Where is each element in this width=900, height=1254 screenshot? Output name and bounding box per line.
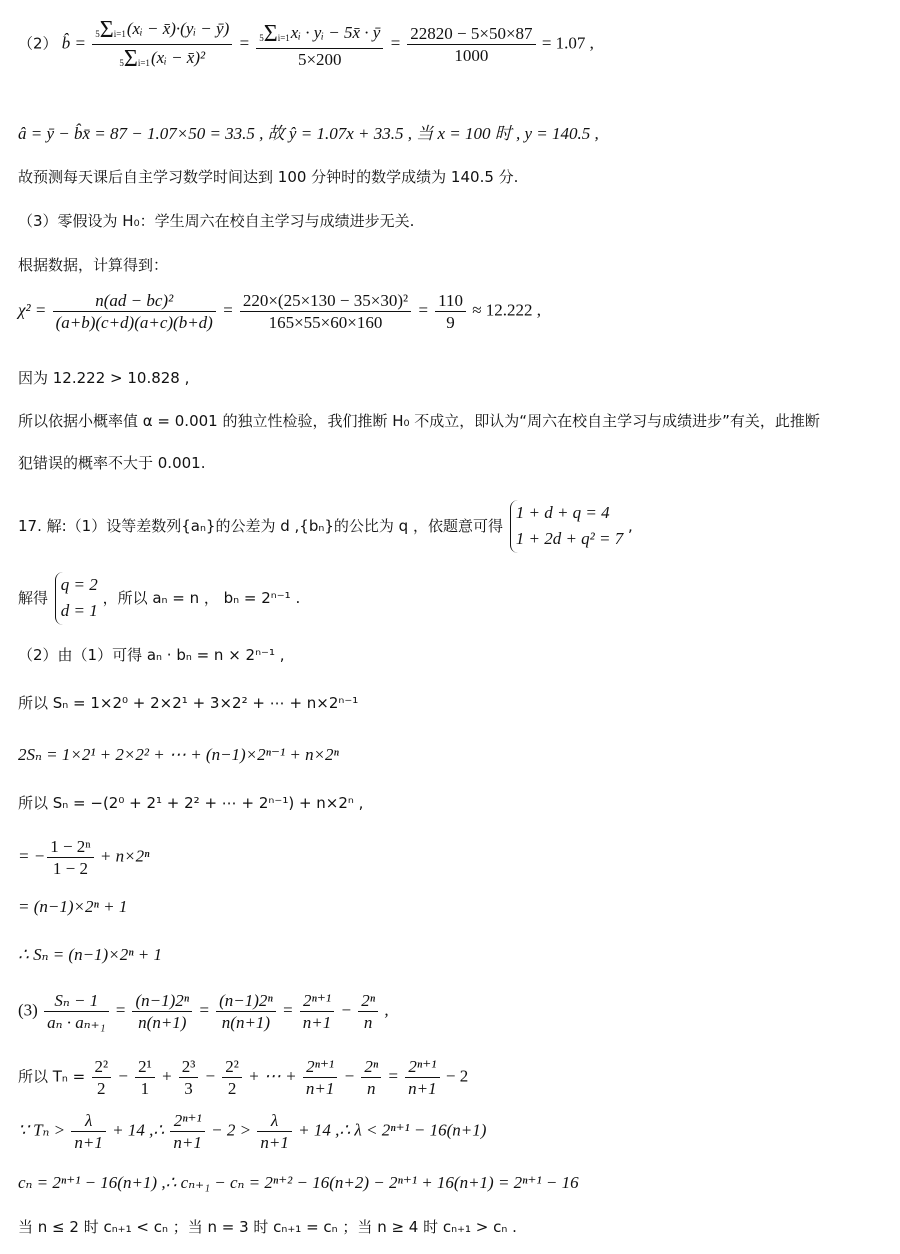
cn-line: cₙ = 2ⁿ⁺¹ − 16(n+1) ,∴ cₙ₊₁ − cₙ = 2ⁿ⁺² − 16(n+2) − 2ⁿ⁺¹ + 16(n+1) = 2ⁿ⁺¹ − 16 — [18, 1173, 579, 1192]
frac-2n: $\frac{\text{2ⁿ}}{n}$ — [358, 992, 378, 1031]
bhat-fraction-3: $\frac{22820 - 5\times 50\times 87}{1000}$ — [407, 25, 535, 64]
simplify-line: = (n−1)×2ⁿ + 1 — [18, 897, 128, 916]
geo-fraction: $\frac{\text{1 − 2ⁿ}}{1 - 2}$ — [47, 838, 93, 877]
calc-intro: 根据数据，计算得到： — [18, 256, 169, 274]
therefore-line: ∴ Sₙ = (n−1)×2ⁿ + 1 — [18, 945, 163, 964]
frac-expanded-1: $\frac{\text{(n−1)2ⁿ}}{n(n+1)}$ — [132, 992, 192, 1031]
tn-line: 所以 Tₙ = $\frac{\text{2²}}{2}$ − $\frac{\text{2¹}}{1}$ + $\frac{\text{2³}}{3}$ − $\frac{\text{2²}}{2}$ + ⋯ + $\frac{\text{2ⁿ⁺¹}}{n+1}$ − $\frac{\text{2ⁿ}}{n}$ = $\frac{\text{2ⁿ⁺¹}}{n+1}$ − 2 — [18, 1057, 469, 1098]
part-label: （2） — [18, 34, 58, 53]
sn-line: 所以 Sₙ = 1×2⁰ + 2×2¹ + 3×2² + ⋯ + n×2ⁿ⁻¹ — [18, 694, 359, 712]
conclusion-1: 所以依据小概率值 α = 0.001 的独立性检验，我们推断 H₀ 不成立，即认为“周六在校自主学习与成绩进步”有关，此推断 — [18, 412, 820, 430]
frac-expanded-2: $\frac{\text{(n−1)2ⁿ}}{n(n+1)}$ — [216, 992, 276, 1031]
sn-diff: 所以 Sₙ = −(2⁰ + 2¹ + 2² + ⋯ + 2ⁿ⁻¹) + n×2ⁿ , — [18, 794, 364, 812]
bhat-fraction-2: $\frac{\text{5Σi=1xᵢ · yᵢ − 5x̄ · ȳ}}{5\times 200}$ — [256, 22, 383, 68]
ahat-line: â = ȳ − b̂x̄ = 87 − 1.07×50 = 33.5 , 故 ŷ = 1.07x + 33.5 , 当 x = 100 时 , y = 140.5 , — [18, 124, 599, 143]
inequality-line: ∵ Tₙ > $\frac{\lambda}{n+1}$ + 14 ,∴ $\frac{\text{2ⁿ⁺¹}}{n+1}$ − 2 > $\frac{\lambda}{n+1}$ + 14 ,∴ λ < 2ⁿ⁺¹ − 16(n+1) — [18, 1111, 487, 1152]
q17-part2: （2）由（1）可得 aₙ · bₙ = n × 2ⁿ⁻¹ , — [18, 646, 285, 664]
chi-fraction-result: $\frac{110}{9}$ — [435, 292, 466, 331]
twosn-line: 2Sₙ = 1×2¹ + 2×2² + ⋯ + (n−1)×2ⁿ⁻¹ + n×2ⁿ — [18, 745, 339, 764]
part3-fraction-line: (3) $\frac{\text{Sₙ − 1}}{\text{aₙ · aₙ₊₁}}$ = $\frac{\text{(n−1)2ⁿ}}{n(n+1)}$ = $\frac{\text{(n−1)2ⁿ}}{n(n+1)}$ = $\frac{\text{2ⁿ⁺¹}}{n+1}$ − $\frac{\text{2ⁿ}}{n}$ , — [18, 991, 389, 1032]
geo-sum-line: = − $\frac{\text{1 − 2ⁿ}}{1 - 2}$ + n×2ⁿ — [18, 837, 150, 878]
solve-line: 解得 q = 2 d = 1 ，所以 aₙ = n ， bₙ = 2ⁿ⁻¹ . — [18, 572, 886, 625]
bhat-fraction-1: $\frac{\text{5Σi=1(xᵢ − x̄)·(yᵢ − ȳ)}}{\text{5Σi=1(xᵢ − x̄)²}}$ — [92, 18, 232, 71]
chi-fraction-general: $\frac{\text{n(ad − bc)²}}{(a+b)(c+d)(a+c)(b+d)}$ — [53, 292, 216, 331]
chi-fraction-values: $\frac{\text{220×(25×130 − 35×30)²}}{165\times 55\times 60\times 160}$ — [240, 292, 411, 331]
bhat-formula: （2） b̂ = $\frac{\text{5Σi=1(xᵢ − x̄)·(yᵢ − ȳ)}}{\text{5Σi=1(xᵢ − x̄)²}}$ = $\frac{\text{5Σi=1xᵢ · yᵢ − 5x̄ · ȳ}}{5\times 200}$ = $\frac{22820 - 5\times 50\times 87}{1000}$ = 1.07 , — [18, 17, 594, 72]
frac-2n1: $\frac{\text{2ⁿ⁺¹}}{n+1}$ — [300, 992, 334, 1031]
final-line: 当 n ≤ 2 时 cₙ₊₁ < cₙ ；当 n = 3 时 cₙ₊₁ = cₙ ；当 n ≥ 4 时 cₙ₊₁ > cₙ . — [18, 1218, 517, 1236]
null-hypothesis: （3）零假设为 H₀：学生周六在校自主学习与成绩进步无关. — [18, 212, 415, 230]
equation-system-2: q = 2 d = 1 — [55, 572, 98, 625]
because-line: 因为 12.222 > 10.828 , — [18, 369, 190, 387]
predict-line: 故预测每天课后自主学习数学时间达到 100 分钟时的数学成绩为 140.5 分. — [18, 168, 519, 186]
q17-intro: 17. 解:（1）设等差数列{aₙ}的公差为 d ,{bₙ}的公比为 q ，依题意可得 1 + d + q = 4 1 + 2d + q² = 7 , — [18, 500, 886, 553]
frac-sn: $\frac{\text{Sₙ − 1}}{\text{aₙ · aₙ₊₁}}$ — [44, 992, 108, 1031]
conclusion-2: 犯错误的概率不大于 0.001. — [18, 454, 206, 472]
chi-square-formula: χ² = $\frac{\text{n(ad − bc)²}}{(a+b)(c+d)(a+c)(b+d)}$ = $\frac{\text{220×(25×130 − 35×30)²}}{165\times 55\times 60\times 160}$ = $\frac{110}{9}$ ≈ 12.222 , — [18, 291, 542, 332]
equation-system-1: 1 + d + q = 4 1 + 2d + q² = 7 — [510, 500, 624, 553]
